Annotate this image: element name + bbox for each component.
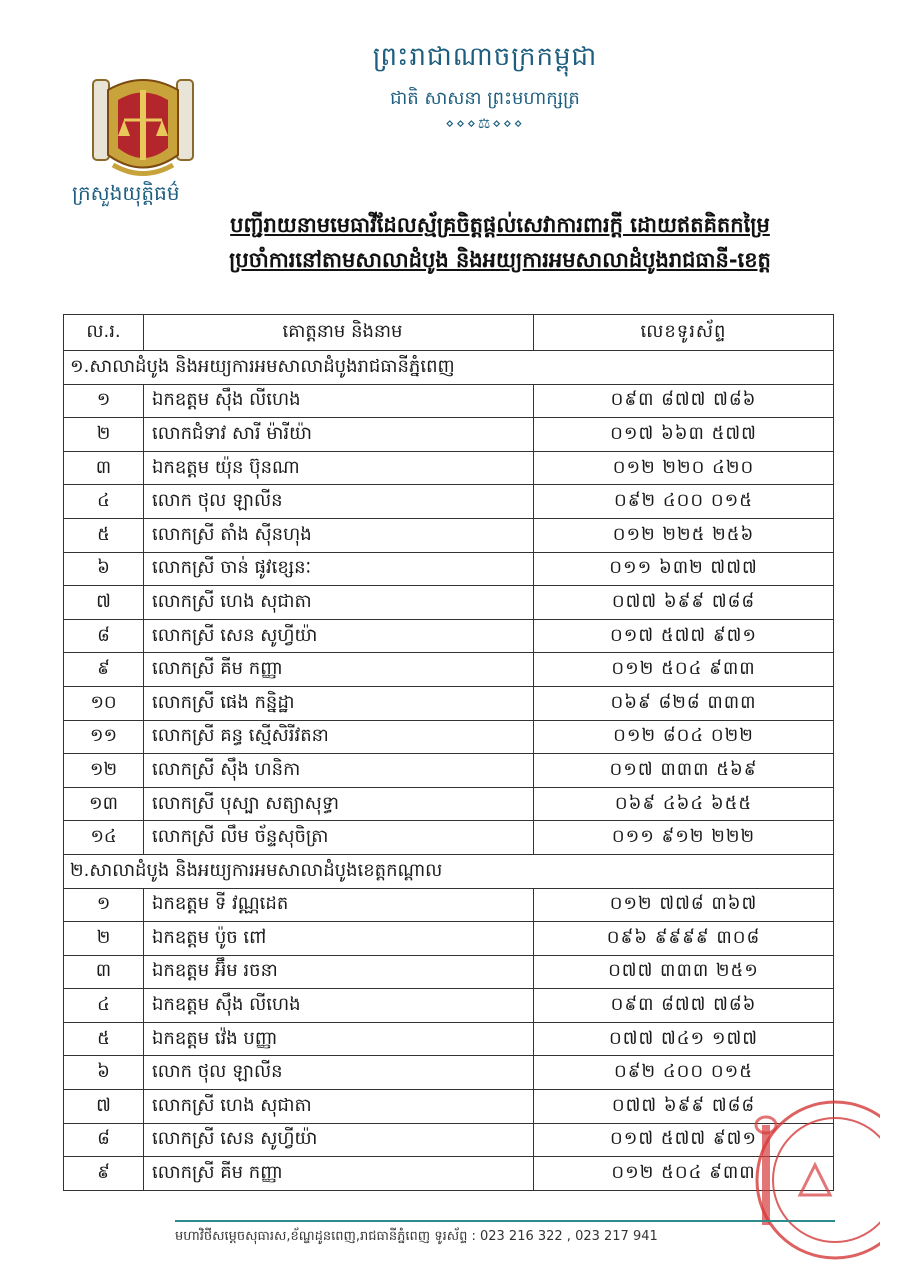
- footer-rule: [175, 1220, 835, 1222]
- phone-number: ០១១ ៩១២ ២២២: [534, 821, 834, 855]
- table-row: [64, 1056, 834, 1090]
- table-row: [64, 787, 834, 821]
- row-number: ៨: [64, 1123, 144, 1157]
- row-number: ២: [64, 418, 144, 452]
- row-number: ៥: [64, 1022, 144, 1056]
- phone-number: ០៩២ ៤០០ ០១៥: [534, 1056, 834, 1090]
- document-header: [0, 0, 905, 300]
- section-title: ១.សាលាដំបូង និងអយ្យការអមសាលាដំបូងរាជធានីភ្នំពេញ: [64, 351, 834, 385]
- row-number: ៩: [64, 653, 144, 687]
- row-number: ២: [64, 922, 144, 956]
- phone-number: ០៦៩ ៤៦៤ ៦៥៥: [534, 787, 834, 821]
- phone-number: ០១៧ ៦៦៣ ៥៧៧: [534, 418, 834, 452]
- table-row: [64, 922, 834, 956]
- footer-address: មហាវិថីសម្តេចសុធារស,ខ័ណ្ឌដូនពេញ,រាជធានីភ្នំពេញ ទូរស័ព្ទ : 023 216 322 , 023 217 941: [175, 1229, 658, 1244]
- column-header-phone: លេខទូរស័ព្ទ: [534, 315, 834, 351]
- table-row: [64, 418, 834, 452]
- table-row: [64, 686, 834, 720]
- phone-number: ០៧៧ ៦៩៩ ៧៨៨: [534, 586, 834, 620]
- row-number: ៧: [64, 1090, 144, 1124]
- row-number: ៧: [64, 586, 144, 620]
- lawyer-name: ឯកឧត្តម ប៉ូច ពៅ: [144, 922, 534, 956]
- ministry-name: ក្រសួងយុត្តិធម៌: [72, 181, 180, 205]
- phone-number: ០៩៣ ៨៧៧ ៧៨៦: [534, 384, 834, 418]
- column-header-number: ល.រ.: [64, 315, 144, 351]
- lawyer-list-table: [63, 314, 834, 1191]
- table-row: [64, 1157, 834, 1191]
- lawyer-name: លោក ថុល ឡាលីន: [144, 1056, 534, 1090]
- phone-number: ០១២ ២២៥ ២៥៦: [534, 518, 834, 552]
- lawyer-name: ឯកឧត្តម វ៉េង បញ្ញា: [144, 1022, 534, 1056]
- phone-number: ០៩៦ ៩៩៩៩ ៣០៨: [534, 922, 834, 956]
- lawyer-name: លោកស្រី គន្ធ ស្មើសិរីវតនា: [144, 720, 534, 754]
- table-row: [64, 888, 834, 922]
- phone-number: ០១១ ៦៣២ ៧៧៧: [534, 552, 834, 586]
- row-number: ១៤: [64, 821, 144, 855]
- lawyer-name: ឯកឧត្តម យ៉ុន ប៊ុនណា: [144, 451, 534, 485]
- lawyer-name: ឯកឧត្តម ស៊ឹង លីហេង: [144, 384, 534, 418]
- column-header-name: គោត្តនាម និងនាម: [144, 315, 534, 351]
- row-number: ១៣: [64, 787, 144, 821]
- lawyer-name: លោកស្រី លឹម ច័ន្ទសុចិត្រា: [144, 821, 534, 855]
- lawyer-name: លោកស្រី ហេង សុជាតា: [144, 586, 534, 620]
- row-number: ៦: [64, 552, 144, 586]
- kingdom-heading: ព្រះរាជាណាចក្រកម្ពុជា: [372, 42, 598, 72]
- table-body: [64, 351, 834, 1191]
- table-row: [64, 653, 834, 687]
- lawyer-name: លោកស្រី ចាន់ ផូវខ្សេនៈ: [144, 552, 534, 586]
- phone-number: ០១២ ៥០៤ ៩៣៣: [534, 1157, 834, 1191]
- table-row: [64, 451, 834, 485]
- phone-number: ០១៧ ៣៣៣ ៥៦៩: [534, 754, 834, 788]
- section-title: ២.សាលាដំបូង និងអយ្យការអមសាលាដំបូងខេត្តកណ្តាល: [64, 854, 834, 888]
- phone-number: ០៩២ ៤០០ ០១៥: [534, 485, 834, 519]
- table-row: [64, 754, 834, 788]
- phone-number: ០៧៧ ៦៩៩ ៧៨៨: [534, 1090, 834, 1124]
- table-row: [64, 955, 834, 989]
- row-number: ៩: [64, 1157, 144, 1191]
- table-row: [64, 586, 834, 620]
- row-number: ៥: [64, 518, 144, 552]
- row-number: ៤: [64, 989, 144, 1023]
- table-row: [64, 1022, 834, 1056]
- lawyer-name: លោកស្រី គីម កញ្ញា: [144, 1157, 534, 1191]
- lawyer-name: លោក ថុល ឡាលីន: [144, 485, 534, 519]
- table-row: [64, 720, 834, 754]
- table-row: [64, 1090, 834, 1124]
- lawyer-name: លោកស្រី ស៊ឹង ហនិកា: [144, 754, 534, 788]
- section-header-row: [64, 351, 834, 385]
- table-row: [64, 485, 834, 519]
- table-row: [64, 619, 834, 653]
- document-title-line1: បញ្ជីរាយនាមមេធាវីដែលស្ម័គ្រចិត្តផ្តល់សេវាការពារក្តី ដោយឥតគិតកម្រៃ: [230, 213, 770, 237]
- lawyer-name: ឯកឧត្តម ទី វណ្ណដេត: [144, 888, 534, 922]
- table-row: [64, 384, 834, 418]
- row-number: ៣: [64, 955, 144, 989]
- row-number: ៦: [64, 1056, 144, 1090]
- lawyer-name: លោកស្រី តាំង ស៊ីនហុង: [144, 518, 534, 552]
- table-row: [64, 1123, 834, 1157]
- table-header-row: [64, 315, 834, 351]
- section-header-row: [64, 854, 834, 888]
- table-row: [64, 552, 834, 586]
- lawyer-name: លោកស្រី គីម កញ្ញា: [144, 653, 534, 687]
- phone-number: ០៧៧ ៣៣៣ ២៥១: [534, 955, 834, 989]
- phone-number: ០១៧ ៥៧៧ ៩៧១: [534, 1123, 834, 1157]
- header-ornament: ⋄⋄⋄⚖⋄⋄⋄: [445, 116, 525, 132]
- row-number: ៣: [64, 451, 144, 485]
- phone-number: ០១២ ២២០ ៤២០: [534, 451, 834, 485]
- row-number: ១: [64, 384, 144, 418]
- phone-number: ០១២ ៥០៤ ៩៣៣: [534, 653, 834, 687]
- lawyer-name: លោកស្រី ផេង កន្និដ្ឋា: [144, 686, 534, 720]
- table-row: [64, 989, 834, 1023]
- phone-number: ០១២ ៨០៤ ០២២: [534, 720, 834, 754]
- lawyer-name: ឯកឧត្តម អ៊ឹម រចនា: [144, 955, 534, 989]
- row-number: ១: [64, 888, 144, 922]
- row-number: ១២: [64, 754, 144, 788]
- phone-number: ០៧៧ ៧៤១ ១៧៧: [534, 1022, 834, 1056]
- ministry-emblem-icon: [88, 70, 198, 185]
- row-number: ៨: [64, 619, 144, 653]
- lawyer-name: លោកជំទាវ សារី ម៉ារីយ៉ា: [144, 418, 534, 452]
- phone-number: ០៦៩ ៨២៨ ៣៣៣: [534, 686, 834, 720]
- national-motto: ជាតិ សាសនា ព្រះមហាក្សត្រ: [390, 88, 580, 109]
- lawyer-name: លោកស្រី សេន សូហ្វីយ៉ា: [144, 619, 534, 653]
- phone-number: ០១២ ៧៧៨ ៣៦៧: [534, 888, 834, 922]
- table-row: [64, 821, 834, 855]
- table-row: [64, 518, 834, 552]
- lawyer-name: លោកស្រី សេន សូហ្វីយ៉ា: [144, 1123, 534, 1157]
- row-number: ១១: [64, 720, 144, 754]
- lawyer-name: លោកស្រី ហេង សុជាតា: [144, 1090, 534, 1124]
- phone-number: ០៩៣ ៨៧៧ ៧៨៦: [534, 989, 834, 1023]
- row-number: ១០: [64, 686, 144, 720]
- document-title-line2: ប្រចាំការនៅតាមសាលាដំបូង និងអយ្យការអមសាលាដំបូងរាជធានី-ខេត្ត: [229, 248, 771, 272]
- row-number: ៤: [64, 485, 144, 519]
- lawyer-name: លោកស្រី បុស្បា សត្យាសុទ្ធា: [144, 787, 534, 821]
- lawyer-name: ឯកឧត្តម ស៊ឹង លីហេង: [144, 989, 534, 1023]
- phone-number: ០១៧ ៥៧៧ ៩៧១: [534, 619, 834, 653]
